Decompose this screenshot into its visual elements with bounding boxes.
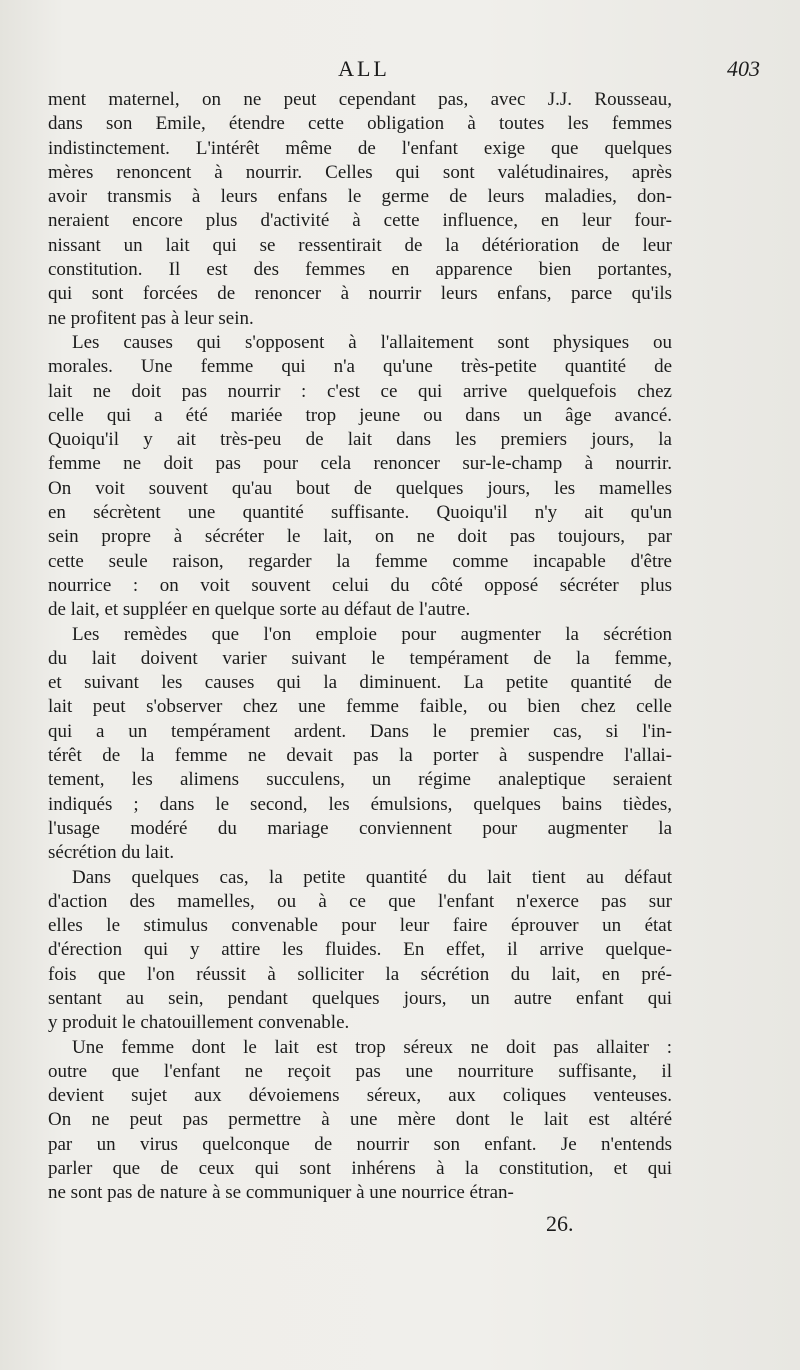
text-line: l'usage modéré du mariage conviennent pour augmenter la bbox=[48, 817, 672, 839]
text-line: indistinctement. L'intérêt même de l'enfant exige que quelques bbox=[48, 137, 672, 159]
text-line: par un virus quelconque de nourrir son enfant. Je n'entends bbox=[48, 1133, 672, 1155]
text-line: tement, les alimens succulens, un régime analeptique seraient bbox=[48, 769, 672, 791]
text-line: On ne peut pas permettre à une mère dont le lait est altéré bbox=[48, 1109, 672, 1131]
paragraph bbox=[48, 88, 672, 331]
text-line: indiqués ; dans le second, les émulsions, quelques bains tièdes, bbox=[48, 793, 672, 815]
text-line: qui sont forcées de renoncer à nourrir leurs enfans, parce qu'ils bbox=[48, 283, 672, 305]
signature-mark: 26. bbox=[546, 1211, 574, 1236]
text-line: d'érection qui y attire les fluides. En effet, il arrive quelque- bbox=[48, 939, 672, 961]
text-line: et suivant les causes qui la diminuent. La petite quantité de bbox=[48, 672, 672, 694]
text-line: ne profitent pas à leur sein. bbox=[48, 307, 254, 329]
text-line: cette seule raison, regarder la femme comme incapable d'être bbox=[48, 550, 672, 572]
page-number: 403 bbox=[727, 56, 760, 81]
paragraph bbox=[48, 866, 672, 1036]
text-line: parler que de ceux qui sont inhérens à la constitution, et qui bbox=[48, 1158, 672, 1180]
text-line: nissant un lait qui se ressentirait de la détérioration de leur bbox=[48, 234, 672, 256]
text-line: Une femme dont le lait est trop séreux ne doit pas allaiter : bbox=[72, 1036, 672, 1058]
body-text bbox=[48, 88, 672, 1206]
paragraph bbox=[48, 1036, 672, 1206]
text-line: y produit le chatouillement convenable. bbox=[48, 1012, 350, 1034]
text-line: de lait, et suppléer en quelque sorte au défaut de l'autre. bbox=[48, 599, 471, 621]
text-line: nourrice : on voit souvent celui du côté opposé sécréter plus bbox=[48, 574, 672, 596]
text-line: avoir transmis à leurs enfans le germe de leurs maladies, don- bbox=[48, 186, 672, 208]
text-line: lait peut s'observer chez une femme faible, ou bien chez celle bbox=[48, 696, 672, 718]
text-line: Les remèdes que l'on emploie pour augmenter la sécrétion bbox=[72, 623, 672, 645]
text-line: qui a un tempérament ardent. Dans le premier cas, si l'in- bbox=[48, 720, 672, 742]
text-line: térêt de la femme ne devait pas la porter à suspendre l'allai- bbox=[48, 745, 672, 767]
paragraph bbox=[48, 623, 672, 866]
running-head: ALL bbox=[338, 56, 390, 81]
text-line: morales. Une femme qui n'a qu'une très-petite quantité de bbox=[48, 356, 672, 378]
text-line: Les causes qui s'opposent à l'allaitement sont physiques ou bbox=[72, 331, 672, 353]
text-line: dans son Emile, étendre cette obligation à toutes les femmes bbox=[48, 113, 672, 135]
text-line: Dans quelques cas, la petite quantité du lait tient au défaut bbox=[72, 866, 672, 888]
text-line: ment maternel, on ne peut cependant pas, avec J.J. Rousseau, bbox=[48, 89, 672, 110]
text-line: On voit souvent qu'au bout de quelques jours, les mamelles bbox=[48, 477, 672, 499]
text-line: outre que l'enfant ne reçoit pas une nourriture suffisante, il bbox=[48, 1060, 672, 1082]
text-line: mères renoncent à nourrir. Celles qui sont valétudinaires, après bbox=[48, 161, 672, 183]
text-line: constitution. Il est des femmes en apparence bien portantes, bbox=[48, 259, 672, 281]
text-line: devient sujet aux dévoiemens séreux, aux coliques venteuses. bbox=[48, 1085, 672, 1107]
text-line: fois que l'on réussit à solliciter la sécrétion du lait, en pré- bbox=[48, 963, 672, 985]
text-line: Quoiqu'il y ait très-peu de lait dans les premiers jours, la bbox=[48, 429, 672, 451]
text-line: sentant au sein, pendant quelques jours, un autre enfant qui bbox=[48, 987, 672, 1009]
text-line: femme ne doit pas pour cela renoncer sur-le-champ à nourrir. bbox=[48, 453, 672, 475]
text-line: ne sont pas de nature à se communiquer à une nourrice étran- bbox=[48, 1182, 514, 1204]
text-line: sein propre à sécréter le lait, on ne doit pas toujours, par bbox=[48, 526, 672, 548]
text-line: d'action des mamelles, ou à ce que l'enfant n'exerce pas sur bbox=[48, 890, 672, 912]
text-line: neraient encore plus d'activité à cette influence, en leur four- bbox=[48, 210, 672, 232]
page-header bbox=[48, 56, 760, 86]
text-line: sécrétion du lait. bbox=[48, 842, 175, 864]
paragraph bbox=[48, 331, 672, 623]
text-line: du lait doivent varier suivant le tempérament de la femme, bbox=[48, 647, 672, 669]
text-line: en sécrètent une quantité suffisante. Quoiqu'il n'y ait qu'un bbox=[48, 502, 672, 524]
text-line: celle qui a été mariée trop jeune ou dans un âge avancé. bbox=[48, 404, 672, 426]
text-line: elles le stimulus convenable pour leur faire éprouver un état bbox=[48, 915, 672, 937]
text-line: lait ne doit pas nourrir : c'est ce qui arrive quelquefois chez bbox=[48, 380, 672, 402]
